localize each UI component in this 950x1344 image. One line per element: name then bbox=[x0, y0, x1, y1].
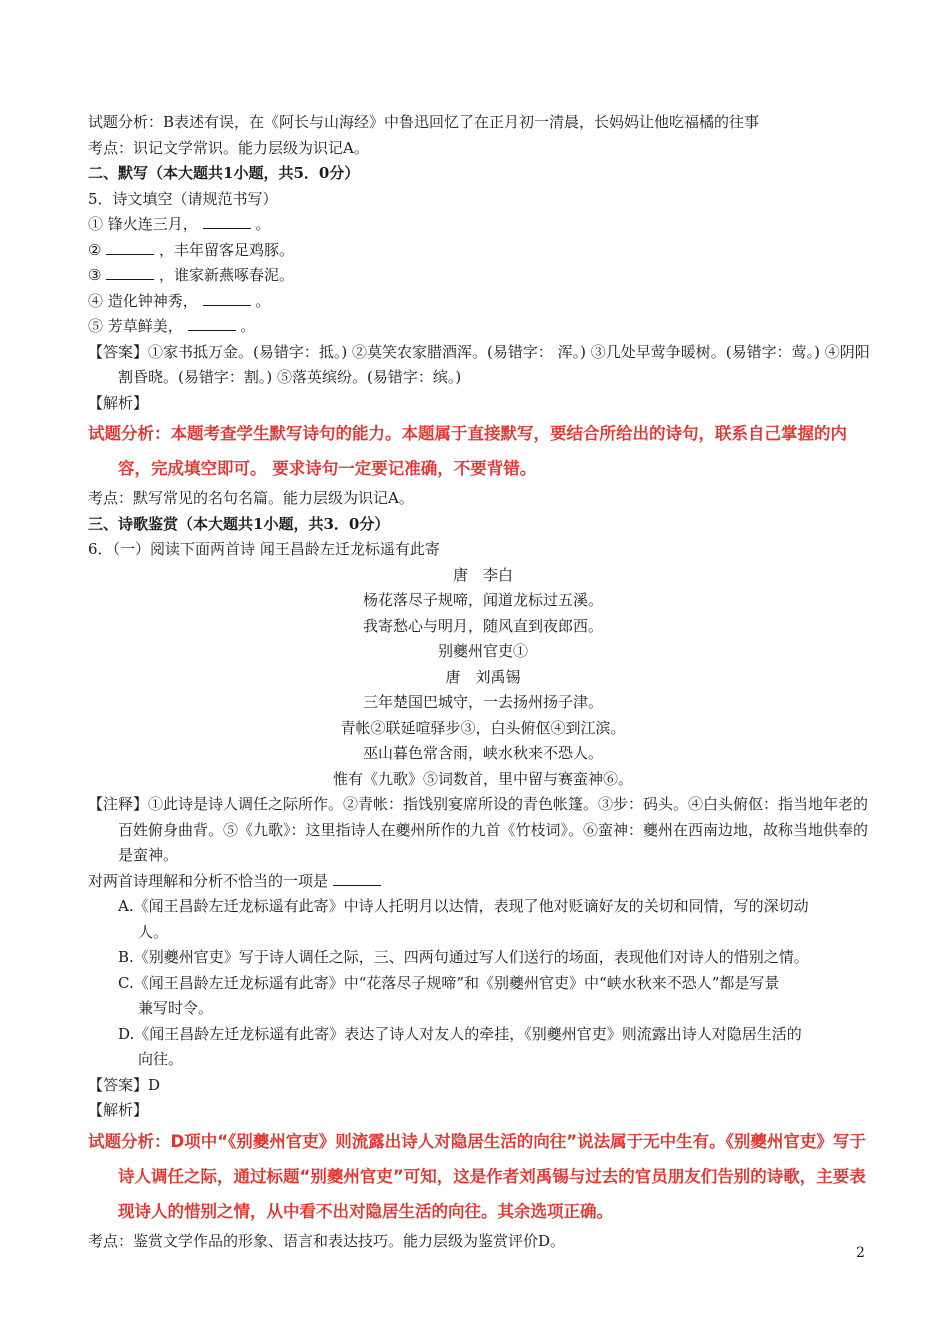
poem-line: 三年楚国巴城守，一去扬州扬子津。 bbox=[362, 693, 603, 711]
poem-line: 杨花落尽子规啼，闻道龙标过五溪。 bbox=[362, 591, 603, 609]
page-number: 2 bbox=[856, 1245, 865, 1261]
fill-item: ② ，丰年留客足鸡豚。 bbox=[88, 240, 295, 259]
section-heading: 三、诗歌鉴赏（本大题共1小题，共3．0分） bbox=[88, 514, 390, 533]
point-text: 考点：识记文学常识。能力层级为识记A。 bbox=[88, 138, 369, 157]
fill-item: ① 锋火连三月， 。 bbox=[88, 215, 271, 233]
fill-blank[interactable] bbox=[106, 265, 154, 280]
fill-item: ④ 造化钟神秀， 。 bbox=[88, 291, 271, 310]
notes-text: 【注释】①此诗是诗人调任之际所作。②青帐：指饯别宴席所设的青色帐篷。③步：码头。④白头俯伛：指当地年老的百姓俯身曲背。⑤《九歌》：这里指诗人在夔州所作的九首《竹枝词》。⑥蛮神：夔州在西南边地，故称当地供奉的是蛮神。 bbox=[88, 795, 869, 864]
poem-title: 别夔州官吏① bbox=[437, 642, 528, 660]
poem-line: 惟有《九歌》⑤词数首，里中留与赛蛮神⑥。 bbox=[332, 769, 633, 788]
fill-blank[interactable] bbox=[203, 214, 251, 229]
poem-line: 唐 刘禹锡 bbox=[445, 667, 521, 686]
poem-line: 唐 李白 bbox=[452, 565, 513, 584]
jiexi-label: 【解析】 bbox=[88, 393, 149, 412]
answer-blank[interactable] bbox=[333, 871, 381, 886]
option-c[interactable]: C.《闻王昌龄左迁龙标遥有此寄》中“花落尽子规啼”和《别夔州官吏》中“峡水秋来不恐人”都是写景 兼写时令。 bbox=[118, 973, 780, 1017]
red-analysis-text: 试题分析：D项中“《别夔州官吏》则流露出诗人对隐居生活的向往”说法属于无中生有。《别夔州官吏》写于诗人调任之际，通过标题“别夔州官吏”可知，这是作者刘禹锡与过去的官员朋友们告别的诗歌，主要表现诗人的惜别之情，从中看不出对隐居生活的向往。其余选项正确。 bbox=[88, 1131, 866, 1221]
answer-text: 【答案】D bbox=[88, 1075, 161, 1094]
option-a[interactable]: A.《闻王昌龄左迁龙标遥有此寄》中诗人托明月以达情，表现了他对贬谪好友的关切和同情，写的深切动 人。 bbox=[118, 897, 809, 941]
question-stem: 对两首诗理解和分析不恰当的一项是 bbox=[88, 869, 878, 895]
question-text: 6．（一）阅读下面两首诗 闻王昌龄左迁龙标遥有此寄 bbox=[88, 540, 440, 558]
analysis-text: 试题分析：B表述有误，在《阿长与山海经》中鲁迅回忆了在正月初一清晨，长妈妈让他吃福橘的往事 bbox=[88, 113, 760, 131]
poem-line: 巫山暮色常含雨，峡水秋来不恐人。 bbox=[362, 744, 603, 762]
poem-line: 青帐②联延喧驿步③，白头俯伛④到江滨。 bbox=[340, 718, 626, 737]
fill-blank[interactable] bbox=[106, 240, 154, 255]
answer-text: 【答案】①家书抵万金。(易错字：抵。) ②莫笑农家腊酒浑。(易错字： 浑。) ③几处早莺争暖树。(易错字：莺。) ④阴阳割昏晓。(易错字：割。) ⑤落英缤纷。(易错字：缤。) bbox=[88, 342, 870, 386]
fill-item: ⑤ 芳草鲜美， 。 bbox=[88, 317, 256, 335]
option-d[interactable]: D.《闻王昌龄左迁龙标遥有此寄》表达了诗人对友人的牵挂，《别夔州官吏》则流露出诗人对隐居生活的 向往。 bbox=[118, 1024, 802, 1068]
jiexi-label: 【解析】 bbox=[88, 1101, 149, 1119]
question-text: 5．诗文填空（请规范书写） bbox=[88, 189, 278, 208]
document-page bbox=[88, 110, 878, 1254]
poem-line: 我寄愁心与明月，随风直到夜郎西。 bbox=[362, 616, 603, 635]
fill-item: ③ ，谁家新燕啄春泥。 bbox=[88, 266, 295, 284]
point-text: 考点：默写常见的名句名篇。能力层级为识记A。 bbox=[88, 489, 414, 507]
red-analysis-text: 试题分析：本题考查学生默写诗句的能力。本题属于直接默写，要结合所给出的诗句，联系自己掌握的内容，完成填空即可。 要求诗句一定要记准确，不要背错。 bbox=[88, 424, 847, 478]
option-b[interactable]: B.《别夔州官吏》写于诗人调任之际，三、四两句通过写人们送行的场面，表现他们对诗人的惜别之情。 bbox=[118, 948, 809, 966]
section-heading: 二、默写（本大题共1小题，共5．0分） bbox=[88, 164, 360, 182]
fill-blank[interactable] bbox=[203, 291, 251, 306]
point-text: 考点：鉴赏文学作品的形象、语言和表达技巧。能力层级为鉴赏评价D。 bbox=[88, 1231, 566, 1250]
fill-blank[interactable] bbox=[188, 316, 236, 331]
